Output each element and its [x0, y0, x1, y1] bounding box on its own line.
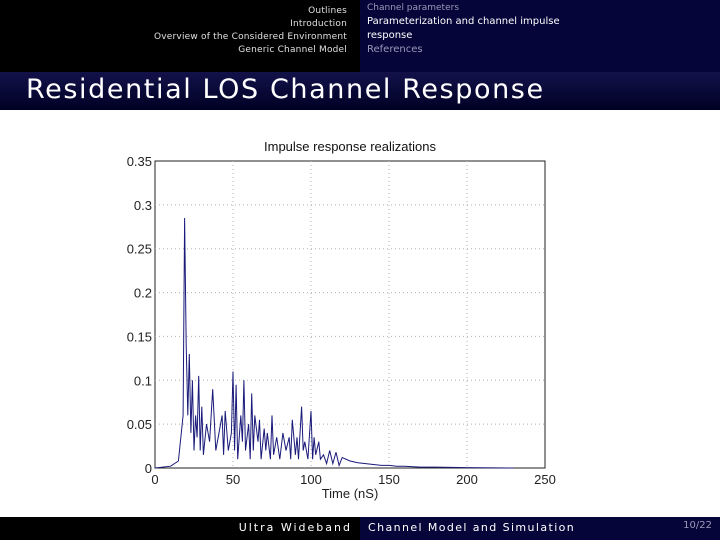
- subnav-item-channel-parameters[interactable]: Channel parameters: [367, 3, 460, 13]
- y-tick-label: 0.15: [126, 329, 152, 345]
- footer-right: [360, 517, 720, 540]
- page-number: 10/22: [683, 520, 712, 531]
- x-tick-label: 250: [534, 472, 556, 487]
- nav-item-environment[interactable]: Overview of the Considered Environment: [153, 32, 347, 42]
- chart-title: Impulse response realizations: [264, 139, 436, 154]
- y-tick-label: 0.35: [126, 154, 152, 169]
- nav-item-outlines[interactable]: Outlines: [308, 6, 347, 16]
- y-tick-label: 0.3: [133, 197, 152, 213]
- x-tick-label: 100: [300, 472, 322, 487]
- x-tick-label: 150: [378, 472, 400, 487]
- y-tick-label: 0.05: [126, 417, 152, 433]
- x-tick-label: 200: [456, 472, 478, 487]
- slide-footer: [0, 517, 720, 540]
- y-tick-label: 0.25: [126, 241, 152, 257]
- y-tick-label: 0.1: [133, 373, 152, 389]
- y-tick-label: 0: [144, 461, 152, 476]
- slide-title: Residential LOS Channel Response: [26, 74, 545, 105]
- footer-title: Ultra Wideband: [238, 521, 352, 534]
- plot-area: [155, 161, 545, 468]
- x-tick-label: 0: [151, 472, 159, 487]
- footer-left: [0, 517, 360, 540]
- nav-item-channel-model[interactable]: Generic Channel Model: [238, 45, 347, 55]
- subnav-item-references[interactable]: References: [367, 44, 423, 55]
- x-tick-label: 50: [225, 472, 241, 487]
- footer-subtitle: Channel Model and Simulation: [368, 521, 576, 534]
- subnav-item-parameterization[interactable]: Parameterization and channel impulse: [367, 16, 560, 27]
- x-axis-label: Time (nS): [321, 486, 379, 501]
- y-tick-label: 0.2: [133, 285, 152, 301]
- nav-item-introduction[interactable]: Introduction: [290, 19, 347, 29]
- subnav-item-response[interactable]: response: [367, 30, 413, 41]
